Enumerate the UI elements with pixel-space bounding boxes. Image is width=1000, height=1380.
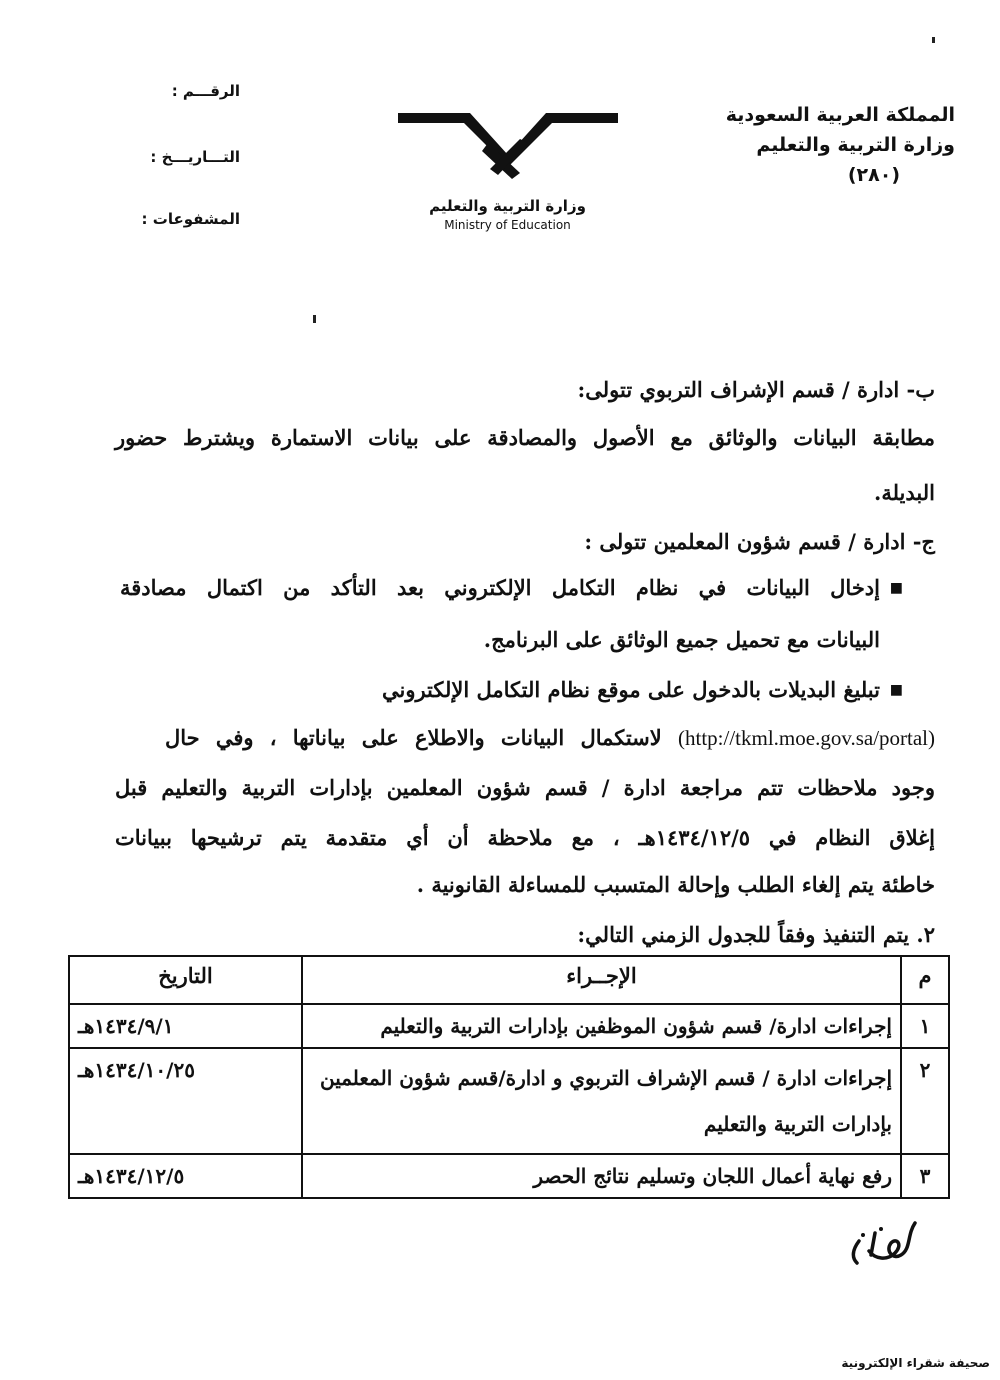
logo-english-text: Ministry of Education	[444, 218, 571, 232]
row-action: إجراءات ادارة / قسم الإشراف التربوي و ادارة/قسم شؤون المعلمين بإدارات التربية والتعليم	[302, 1048, 901, 1154]
source-footer: صحيفة شقراء الإلكترونية	[841, 1356, 990, 1370]
department-code: (٢٨٠)	[847, 164, 900, 186]
portal-url: (http://tkml.moe.gov.sa/portal)	[678, 726, 936, 750]
scan-speck	[932, 37, 935, 43]
table-row	[69, 1154, 949, 1198]
col-header-number: م	[901, 956, 949, 1004]
letterhead	[675, 100, 955, 190]
bullet2-line-4: إغلاق النظام في ١٤٣٤/١٢/٥هـ ، مع ملاحظة أن أي متقدمة يتم ترشيحها ببيانات	[115, 825, 935, 850]
bullet2-line-5: خاطئة يتم إلغاء الطلب وإحالة المتسبب للمساءلة القانونية .	[416, 872, 935, 897]
row-date: ١٤٣٤/١٠/٢٥هـ	[69, 1048, 302, 1154]
col-header-date: التاريخ	[69, 956, 302, 1004]
row-number: ١	[901, 1004, 949, 1048]
date-label: التـــاريـــخ :	[150, 148, 240, 166]
scan-speck	[313, 315, 316, 323]
row-date: ١٤٣٤/١٢/٥هـ	[69, 1154, 302, 1198]
row-action: إجراءات ادارة/ قسم شؤون الموظفين بإدارات التربية والتعليم	[302, 1004, 901, 1048]
bullet1-line-1: إدخال البيانات في نظام التكامل الإلكتروني بعد التأكد من اكتمال مصادقة	[120, 575, 880, 600]
table-header-row	[69, 956, 949, 1004]
bullet-icon: ■	[889, 682, 903, 698]
item-2-text: ٢. يتم التنفيذ وفقاً للجدول الزمني التالي:	[577, 922, 935, 947]
bullet2-line-2-text: لاستكمال البيانات والاطلاع على بياناتها ، وفي حال	[165, 725, 662, 750]
bullet1-line-2: البيانات مع تحميل جميع الوثائق على البرنامج.	[483, 627, 880, 652]
section-b-heading: ب- ادارة / قسم الإشراف التربوي تتولى:	[577, 377, 935, 402]
section-b-line-1: مطابقة البيانات والوثائق مع الأصول والمصادقة على بيانات الاستمارة ويشترط حضور	[115, 425, 935, 450]
number-label: الرقـــم :	[171, 82, 240, 100]
attachments-label: المشفوعات :	[141, 210, 240, 228]
ministry-name: وزارة التربية والتعليم	[756, 134, 955, 156]
row-date: ١٤٣٤/٩/١هـ	[69, 1004, 302, 1048]
row-number: ٣	[901, 1154, 949, 1198]
table-row	[69, 1004, 949, 1048]
handwritten-signature	[845, 1215, 925, 1270]
row-number: ٢	[901, 1048, 949, 1154]
bullet2-line-3: وجود ملاحظات تتم مراجعة ادارة / قسم شؤون المعلمين بإدارات التربية والتعليم قبل	[115, 775, 935, 800]
bullet2-line-1: تبليغ البديلات بالدخول على موقع نظام التكامل الإلكتروني	[381, 677, 880, 702]
timeline-table	[68, 955, 950, 1199]
bullet-icon: ■	[889, 580, 903, 596]
bullet2-line-2	[165, 723, 935, 753]
section-c-heading: ج- ادارة / قسم شؤون المعلمين تتولى :	[584, 529, 935, 554]
ministry-emblem-icon	[390, 95, 625, 195]
ministry-logo	[390, 95, 625, 240]
section-b-line-2: البديلة.	[874, 480, 935, 505]
logo-arabic-text: وزارة التربية والتعليم	[429, 197, 586, 215]
row-action: رفع نهاية أعمال اللجان وتسليم نتائج الحصر	[302, 1154, 901, 1198]
col-header-action: الإجــراء	[302, 956, 901, 1004]
table-row	[69, 1048, 949, 1154]
kingdom-name: المملكة العربية السعودية	[725, 104, 955, 126]
